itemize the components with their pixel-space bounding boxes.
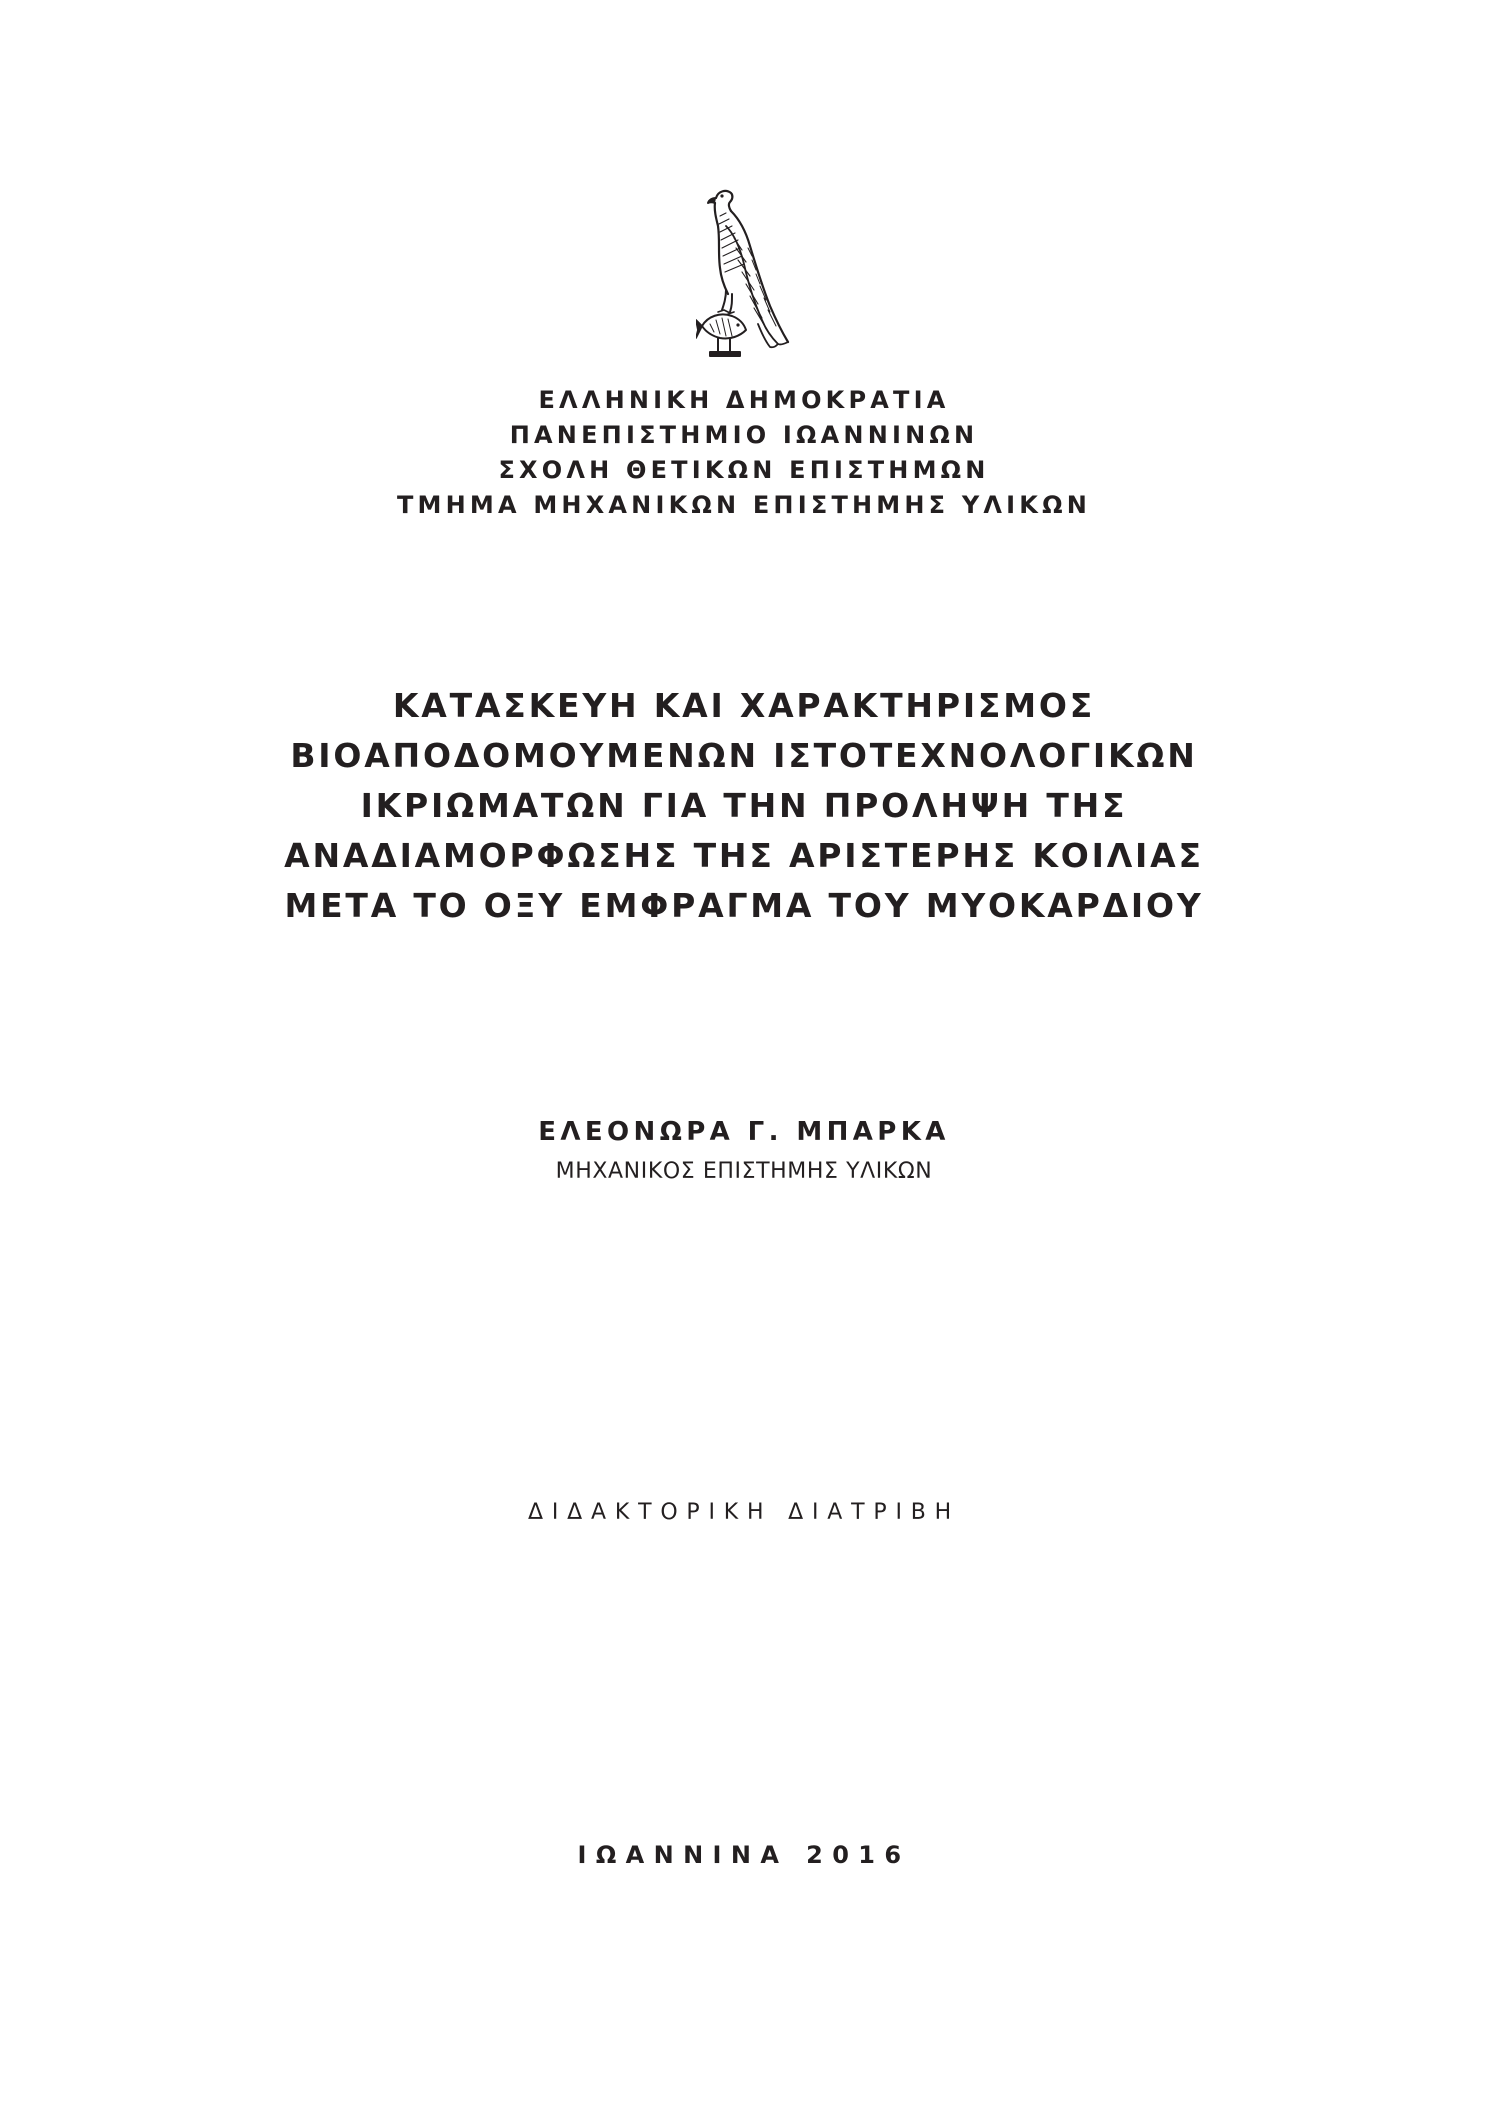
eagle-on-fish-emblem-icon (696, 186, 792, 358)
institution-line: ΕΛΛΗΝΙΚΗ ΔΗΜΟΚΡΑΤΙΑ (538, 386, 950, 414)
document-type: ΔΙΔΑΚΤΟΡΙΚΗ ΔΙΑΤΡΙΒΗ (528, 1500, 960, 1525)
author-name: ΕΛΕΟΝΩΡΑ Γ. ΜΠΑΡΚΑ (538, 1117, 950, 1147)
institution-block (0, 383, 1488, 523)
title-line: ΙΚΡΙΩΜΑΤΩΝ ΓΙΑ ΤΗΝ ΠΡΟΛΗΨΗ ΤΗΣ (360, 786, 1128, 825)
title-line: ΚΑΤΑΣΚΕΥΗ ΚΑΙ ΧΑΡΑΚΤΗΡΙΣΜΟΣ (392, 686, 1096, 725)
institution-line: ΤΜΗΜΑ ΜΗΧΑΝΙΚΩΝ ΕΠΙΣΤΗΜΗΣ ΥΛΙΚΩΝ (396, 491, 1091, 519)
title-line: ΒΙΟΑΠΟΔΟΜΟΥΜΕΝΩΝ ΙΣΤΟΤΕΧΝΟΛΟΓΙΚΩΝ (290, 736, 1198, 775)
institution-line: ΣΧΟΛΗ ΘΕΤΙΚΩΝ ΕΠΙΣΤΗΜΩΝ (498, 456, 990, 484)
title-line: ΜΕΤΑ ΤΟ ΟΞΥ ΕΜΦΡΑΓΜΑ ΤΟΥ ΜΥΟΚΑΡΔΙΟΥ (284, 886, 1204, 925)
author-role: ΜΗΧΑΝΙΚΟΣ ΕΠΙΣΤΗΜΗΣ ΥΛΙΚΩΝ (555, 1159, 933, 1184)
institution-line: ΠΑΝΕΠΙΣΤΗΜΙΟ ΙΩΑΝΝΙΝΩΝ (509, 421, 979, 449)
title-line: ΑΝΑΔΙΑΜΟΡΦΩΣΗΣ ΤΗΣ ΑΡΙΣΤΕΡΗΣ ΚΟΙΛΙΑΣ (284, 836, 1204, 875)
thesis-title (0, 681, 1488, 931)
place-year: ΙΩΑΝΝΙΝΑ 2016 (577, 1841, 911, 1869)
